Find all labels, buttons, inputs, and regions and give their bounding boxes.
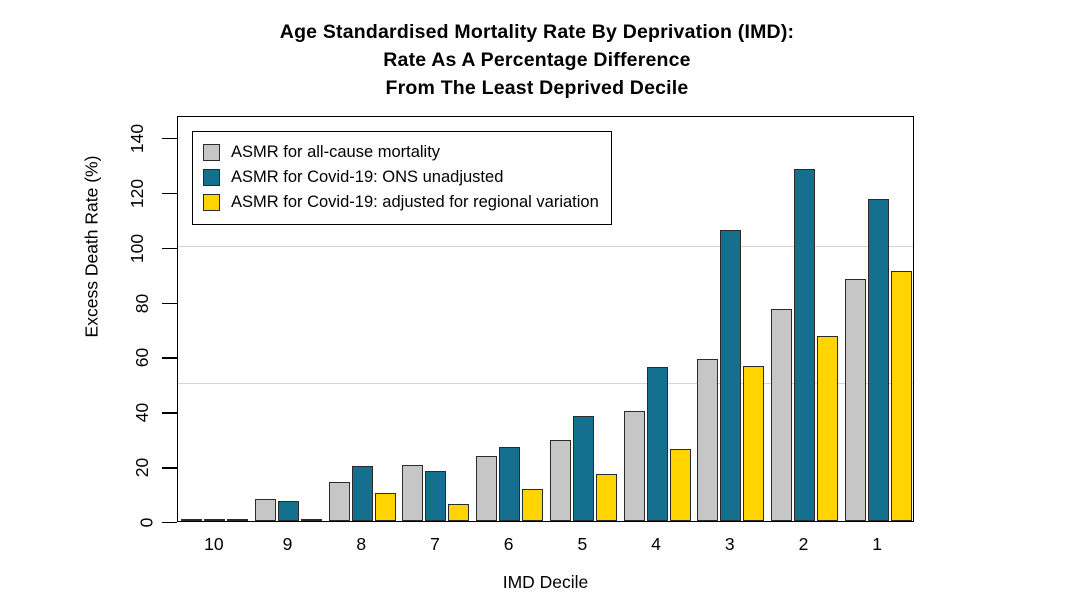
y-axis-tick-label: 0 [136, 517, 157, 528]
bar [522, 489, 543, 521]
bar [720, 230, 741, 521]
x-axis-tick-label: 7 [430, 534, 440, 554]
bar [697, 359, 718, 521]
bar [329, 482, 350, 521]
bar [278, 501, 299, 521]
bar [624, 411, 645, 521]
bar [255, 499, 276, 521]
y-axis-tick-label: 20 [131, 457, 152, 478]
y-axis-tick-label: 80 [131, 293, 152, 313]
x-axis-tick-label: 9 [282, 534, 293, 554]
y-axis-tick-label: 140 [126, 123, 147, 154]
x-axis-tick-label: 1 [872, 534, 882, 554]
bar [573, 416, 594, 521]
bar [743, 366, 764, 521]
bar [596, 474, 617, 521]
bar [868, 199, 889, 521]
bar [204, 519, 225, 521]
x-axis-tick-label: 6 [503, 534, 514, 554]
y-axis-tick-label: 40 [131, 403, 152, 423]
x-axis-tick-label: 5 [577, 534, 588, 554]
bar [845, 279, 866, 521]
legend-label-covid-unadjusted: ASMR for Covid-19: ONS unadjusted [231, 168, 504, 186]
bar [550, 440, 571, 521]
chart-title-line-1: Age Standardised Mortality Rate By Deprivation (IMD): [279, 21, 795, 43]
bar [670, 449, 691, 521]
bar [448, 504, 469, 521]
bar [794, 169, 815, 521]
chart-title [0, 18, 1074, 102]
chart-title-line-2: Rate As A Percentage Difference [383, 49, 691, 71]
bar [476, 456, 497, 521]
legend-swatch-covid-unadjusted [203, 169, 220, 186]
x-axis-tick-label: 2 [798, 534, 809, 554]
y-axis-tick [162, 193, 177, 194]
bar [402, 465, 423, 521]
y-axis-tick [162, 467, 177, 468]
legend-swatch-covid-adjusted [203, 194, 220, 211]
legend-item [203, 140, 599, 165]
x-axis-tick-label: 4 [651, 534, 661, 554]
y-axis-tick [162, 248, 177, 249]
y-axis-tick [162, 412, 177, 413]
legend-item [203, 190, 599, 215]
legend-label-covid-adjusted: ASMR for Covid-19: adjusted for regional variation [231, 193, 599, 211]
x-axis-tick-label: 8 [356, 534, 367, 554]
bar [301, 519, 322, 521]
bar [425, 471, 446, 521]
x-axis-tick-label: 3 [724, 534, 735, 554]
bar [181, 519, 202, 521]
bar [499, 447, 520, 521]
y-axis-title: Excess Death Rate (%) [81, 155, 102, 338]
bar [771, 309, 792, 521]
chart-title-line-3: From The Least Deprived Decile [385, 77, 689, 99]
legend-item [203, 165, 599, 190]
y-axis-tick-label: 120 [126, 178, 147, 208]
y-axis-tick [162, 357, 177, 358]
bar [375, 493, 396, 521]
y-axis-tick [162, 138, 177, 139]
y-axis-tick-label: 100 [126, 233, 147, 263]
legend [192, 131, 612, 225]
bar [647, 367, 668, 521]
x-axis-title: IMD Decile [502, 572, 589, 592]
y-axis-tick [162, 303, 177, 304]
legend-label-allcause: ASMR for all-cause mortality [231, 143, 441, 161]
bar [352, 466, 373, 521]
bar [227, 519, 248, 521]
x-axis-tick-label: 10 [204, 534, 224, 554]
bar [891, 271, 912, 521]
y-axis-tick [162, 522, 177, 523]
legend-swatch-allcause [203, 144, 220, 161]
bar [817, 336, 838, 521]
y-axis-tick-label: 60 [131, 348, 152, 368]
